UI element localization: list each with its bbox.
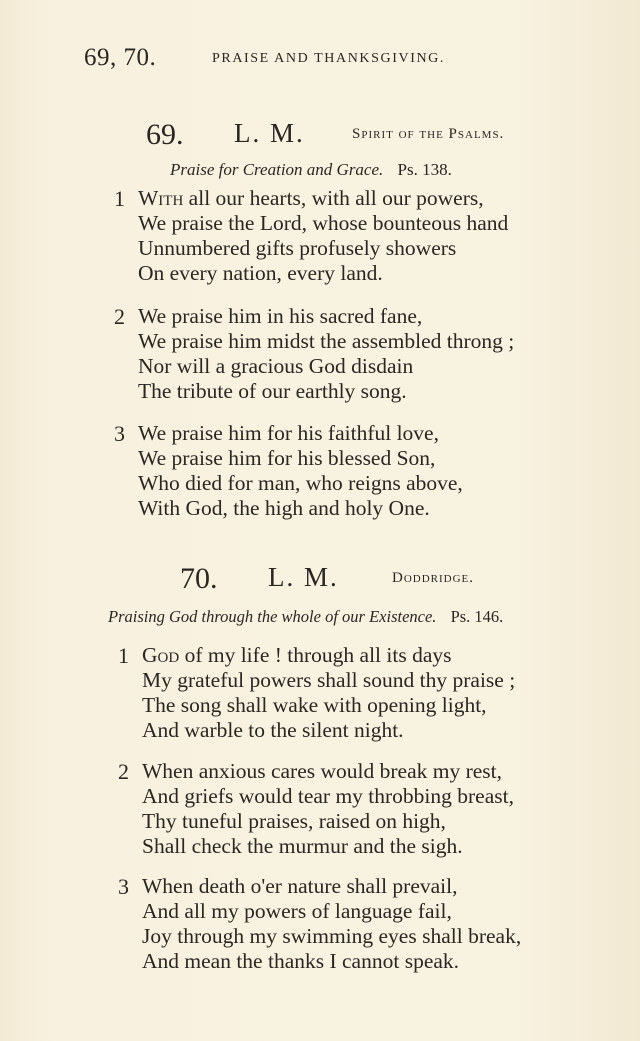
stanza-number: 3 — [114, 421, 125, 446]
verse-line: On every nation, every land. — [138, 261, 383, 285]
verse-line: With God, the high and holy One. — [138, 496, 430, 520]
verse-first-word: With — [138, 186, 184, 210]
verse-line: We praise him for his faithful love, — [138, 421, 439, 445]
hymn-meter: L. M. — [234, 118, 305, 148]
stanza-number: 2 — [114, 304, 125, 329]
subtitle-text: Praise for Creation and Grace. — [170, 160, 384, 179]
page-numbers: 69, 70. — [84, 44, 157, 71]
stanza-number: 1 — [114, 186, 125, 211]
stanza-number: 3 — [118, 874, 129, 899]
stanza-number: 1 — [118, 643, 129, 668]
verse-line: Nor will a gracious God disdain — [138, 354, 414, 378]
verse-line: We praise him for his blessed Son, — [138, 446, 436, 470]
verse-line: And all my powers of language fail, — [142, 899, 452, 923]
running-head — [84, 44, 604, 74]
verse-line: We praise him in his sacred fane, — [138, 304, 423, 328]
verse-line — [138, 186, 484, 211]
hymn-number: 70. — [180, 562, 218, 595]
hymn-70-subtitle — [108, 607, 503, 627]
hymn-number: 69. — [146, 118, 184, 151]
verse-line-text: all our hearts, with all our powers, — [183, 186, 484, 210]
running-head-title: PRAISE AND THANKSGIVING. — [212, 51, 445, 66]
hymn-meter: L. M. — [268, 562, 339, 592]
verse-line: We praise the Lord, whose bounteous hand — [138, 211, 509, 235]
verse-line: Unnumbered gifts profusely showers — [138, 236, 457, 260]
scripture-reference: Ps. 146. — [450, 607, 504, 626]
verse-line: Joy through my swimming eyes shall break, — [142, 924, 522, 948]
hymn-70-header — [180, 562, 610, 596]
verse-line: When anxious cares would break my rest, — [142, 759, 503, 783]
hymn-author: Doddridge. — [392, 570, 475, 586]
hymn-author: Spirit of the Psalms. — [352, 126, 505, 142]
verse-line: My grateful powers shall sound thy praise ; — [142, 668, 516, 692]
verse-line: Who died for man, who reigns above, — [138, 471, 463, 495]
verse-line: Shall check the murmur and the sigh. — [142, 834, 463, 858]
scripture-reference: Ps. 138. — [397, 160, 452, 179]
verse-line: Thy tuneful praises, raised on high, — [142, 809, 446, 833]
hymn-69-subtitle — [170, 160, 452, 180]
verse-first-word: God — [142, 643, 180, 667]
verse-line: And griefs would tear my throbbing breast, — [142, 784, 514, 808]
verse-line: We praise him midst the assembled throng ; — [138, 329, 515, 353]
stanza-number: 2 — [118, 759, 129, 784]
verse-line: The song shall wake with opening light, — [142, 693, 487, 717]
verse-line: And warble to the silent night. — [142, 718, 404, 742]
verse-line: And mean the thanks I cannot speak. — [142, 949, 460, 973]
hymn-69-header — [146, 118, 606, 152]
verse-line-text: of my life ! through all its days — [179, 643, 452, 667]
verse-line — [142, 643, 452, 668]
subtitle-text: Praising God through the whole of our Existence. — [108, 607, 437, 626]
verse-line: When death o'er nature shall prevail, — [142, 874, 458, 898]
verse-line: The tribute of our earthly song. — [138, 379, 407, 403]
